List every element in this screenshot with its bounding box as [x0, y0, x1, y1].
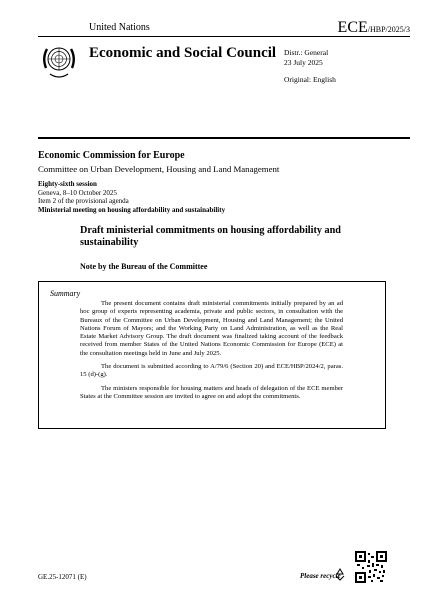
distribution: Distr.: General: [284, 48, 329, 57]
summary-heading: Summary: [50, 289, 81, 298]
agenda-item: Item 2 of the provisional agenda: [38, 197, 129, 206]
summary-paragraph: The ministers responsible for housing matters and heads of delegation of the ECE member States at the Committee session are invited to agree on and adopt the commitments.: [80, 384, 343, 400]
organization-name: United Nations: [89, 22, 150, 33]
summary-paragraph: The document is submitted according to A/79/6 (Section 20) and ECE/HBP/2024/2, paras. 15 (d)-(g).: [80, 363, 343, 379]
council-name: Economic and Social Council: [89, 45, 277, 61]
summary-body: [80, 300, 343, 406]
issue-date: 23 July 2025: [284, 57, 323, 67]
session-block: [38, 180, 225, 214]
committee-name: Committee on Urban Development, Housing and Land Management: [38, 164, 280, 174]
session-number: Eighty-sixth session: [38, 180, 97, 188]
session-dates: Geneva, 8–10 October 2025: [38, 188, 117, 197]
un-emblem-icon: [38, 40, 80, 82]
note-byline: Note by the Bureau of the Committee: [80, 262, 208, 271]
commission-name: Economic Commission for Europe: [38, 150, 185, 161]
symbol-main: ECE: [337, 19, 368, 36]
job-number: GE.25-12071 (E): [38, 573, 87, 581]
document-symbol: [338, 19, 410, 37]
qr-code-icon: [355, 551, 387, 583]
agenda-title: Ministerial meeting on housing affordability and sustainability: [38, 205, 226, 214]
header-rule-bottom: [38, 137, 410, 139]
summary-paragraph: The present document contains draft ministerial commitments initially prepared by an ad hoc group of experts representing academia, private and public sectors, in consultation with the Bureaux of the Committee on Urban Development, Housing and Land Management; the United Nations Forum of Mayors; and the Working Party on Land Administration, as well as the Real Estate Market Advisory Group. The draft document was finalized taking account of the feedback received from member States of the United Nations Economic Commission for Europe (ECE) at the consultation meetings held in June and July 2025.: [80, 300, 343, 357]
document-title: Draft ministerial commitments on housing affordability and sustainability: [80, 225, 341, 248]
recycle-icon: [334, 568, 346, 581]
distribution-block: [284, 48, 336, 85]
symbol-suffix: /HBP/2025/3: [367, 25, 410, 34]
recycle-label: Please recycle: [300, 572, 341, 580]
header-rule-top: [38, 36, 410, 37]
original-language: Original: English: [284, 75, 336, 84]
